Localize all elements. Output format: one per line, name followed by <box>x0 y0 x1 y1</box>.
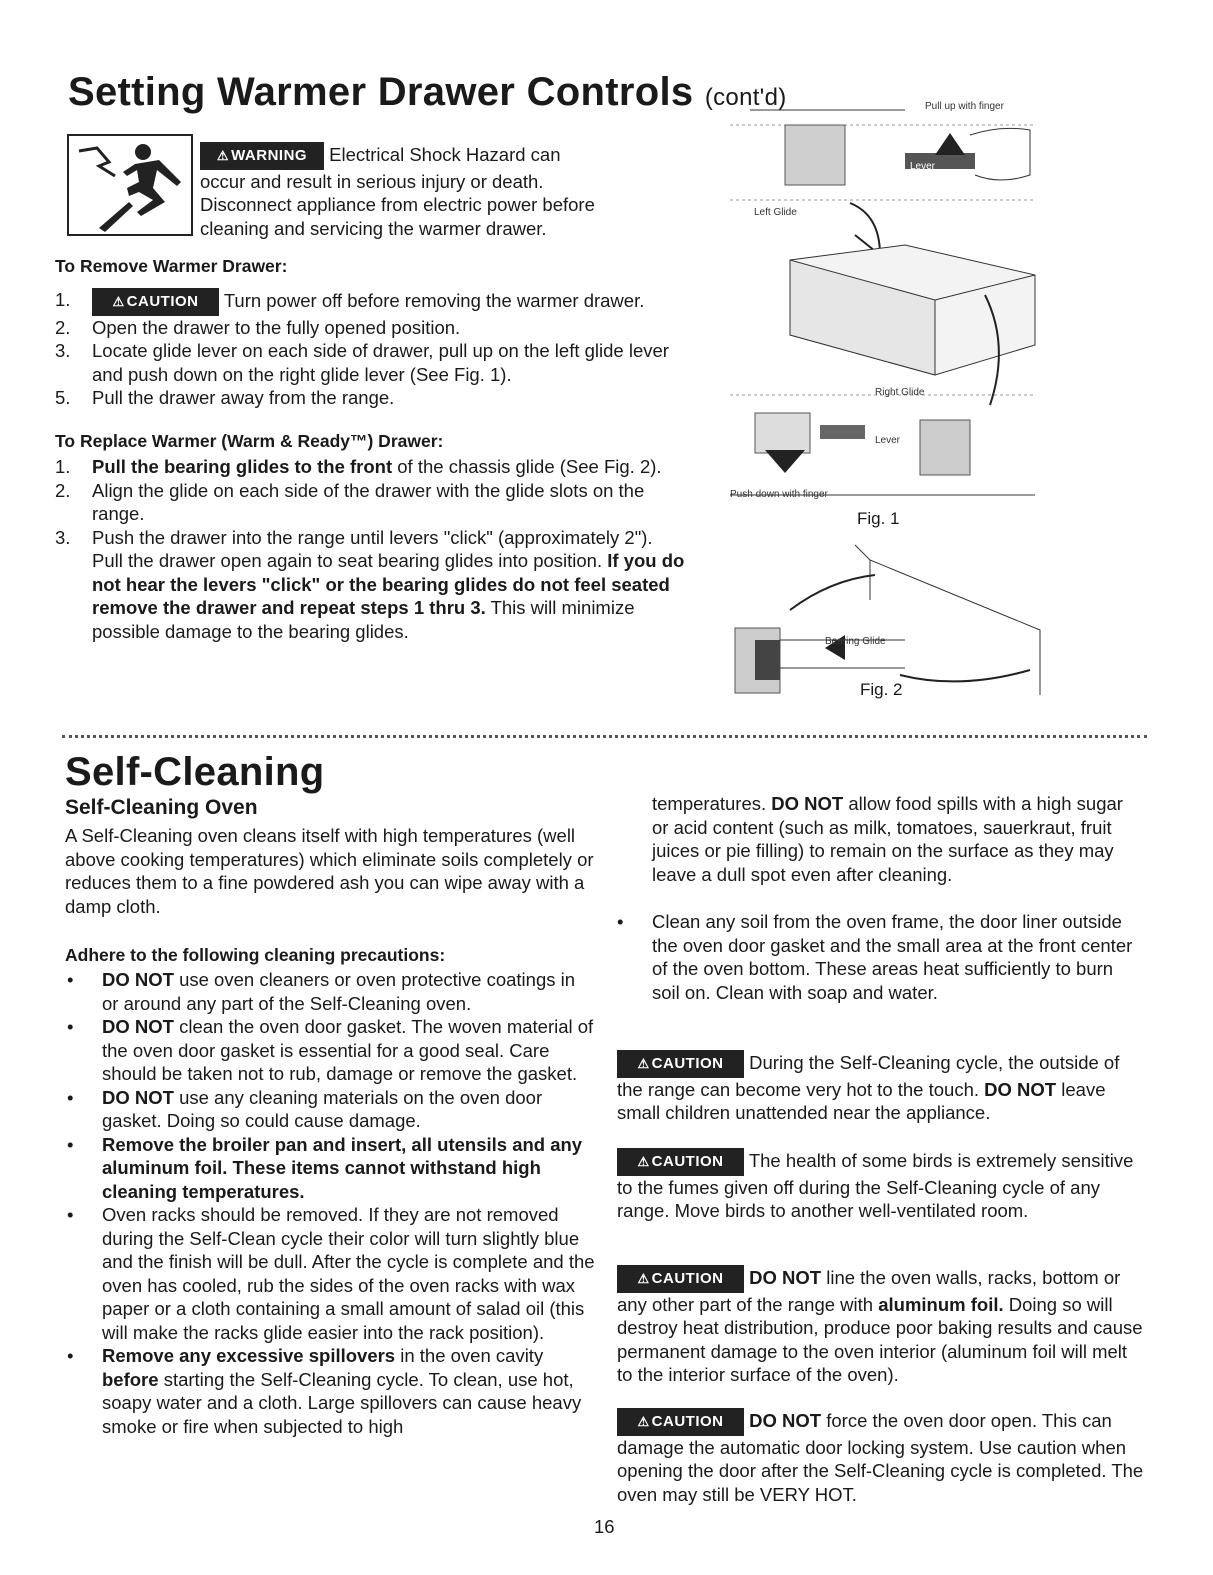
replace-heading: To Replace Warmer (Warm & Ready™) Drawer: <box>55 431 444 451</box>
caution-badge: ⚠ CAUTION <box>92 288 219 316</box>
list-item: • Clean any soil from the oven frame, the door liner outside the oven door gasket and the small area at the front center of the oven bottom. These areas heat sufficiently to burn soil on. Clean with soap and water. <box>615 910 1140 1004</box>
list-item: • DO NOT use any cleaning materials on the oven door gasket. Doing so could cause damage. <box>65 1086 595 1133</box>
list-item: • DO NOT use oven cleaners or oven protective coatings in or around any part of the Self-Cleaning oven. <box>65 968 595 1015</box>
page-number: 16 <box>594 1516 615 1537</box>
caution-door: ⚠ CAUTION DO NOT force the oven door open. This can damage the automatic door locking system. Use caution when opening the door after the Self-Cleaning cycle is completed. The oven may still be VERY HOT. <box>617 1410 1144 1505</box>
caution-badge: ⚠ CAUTION <box>617 1265 744 1293</box>
caution-hot: ⚠ CAUTION During the Self-Cleaning cycle, the outside of the range can become very hot to the touch. DO NOT leave small children unattended near the appliance. <box>617 1052 1120 1123</box>
list-item: 3. Locate glide lever on each side of drawer, pull up on the left glide lever and push down on the right glide lever (See Fig. 1). <box>55 340 669 385</box>
list-item: • Oven racks should be removed. If they are not removed during the Self-Clean cycle their color will turn slightly blue and the finish will be dull. After the cycle is complete and the oven has cooled, rub the sides of the oven racks with wax paper or a cloth containing a small amount of salad oil (this will make the racks glide easier into the rack position). <box>65 1203 595 1344</box>
page-title <box>68 70 787 115</box>
remove-heading: To Remove Warmer Drawer: <box>55 256 288 276</box>
section-title: Self-Cleaning <box>65 750 325 794</box>
fig1-caption: Fig. 1 <box>857 509 900 528</box>
precautions-heading: Adhere to the following cleaning precautions: <box>65 945 446 965</box>
remove-steps <box>55 288 675 410</box>
title-suffix: (cont'd) <box>704 84 787 111</box>
title-main: Setting Warmer Drawer Controls <box>68 70 694 114</box>
section-divider <box>62 735 1147 738</box>
label-bearing-glide: Bearing Glide <box>825 636 886 647</box>
list-item: 1. ⚠ CAUTION Turn power off before removing the warmer drawer. <box>55 288 675 316</box>
list-item: 1. Pull the bearing glides to the front of the chassis glide (See Fig. 2). <box>55 456 662 477</box>
oven-heading: Self-Cleaning Oven <box>65 796 258 819</box>
figure-2 <box>730 540 1060 705</box>
label-push-down: Push down with finger <box>730 489 828 500</box>
list-item: 2. Align the glide on each side of the drawer with the glide slots on the range. <box>55 479 645 524</box>
list-item: 2. Open the drawer to the fully opened position. <box>55 316 461 338</box>
shock-hazard-icon <box>67 134 193 236</box>
right-continuation <box>652 792 1142 886</box>
label-lever: Lever <box>910 161 936 172</box>
caution-foil: ⚠ CAUTION DO NOT line the oven walls, racks, bottom or any other part of the range with aluminum foil. Doing so will destroy heat distribution, produce poor baking results and cause permanent damage to the oven interior (aluminum foil will melt to the interior surface of the oven). <box>617 1267 1143 1385</box>
warning-badge: ⚠ WARNING <box>200 142 324 170</box>
list-item: 5. Pull the drawer away from the range. <box>55 387 395 408</box>
precautions-list <box>65 968 595 1438</box>
caution-birds: ⚠ CAUTION The health of some birds is extremely sensitive to the fumes given off during the Self-Cleaning cycle of any range. Move birds to another well-ventilated room. <box>617 1150 1134 1221</box>
list-item: • Remove the broiler pan and insert, all utensils and any aluminum foil. These items cannot withstand high cleaning temperatures. <box>65 1133 595 1204</box>
caution-badge: ⚠ CAUTION <box>617 1408 744 1436</box>
intro-text: A Self-Cleaning oven cleans itself with high temperatures (well above cooking temperatures) which eliminate soils completely or reduces them to a fine powdered ash you can wipe away with a damp cloth. <box>65 825 594 917</box>
list-item: • DO NOT clean the oven door gasket. The woven material of the oven door gasket is essential for a good seal. Care should be taken not to rub, damage or remove the gasket. <box>65 1015 595 1086</box>
label-right-glide: Right Glide <box>875 387 925 398</box>
warning-text: ⚠ WARNING Electrical Shock Hazard can occur and result in serious injury or death. Disconnect appliance from electric power before cleaning and servicing the warmer drawer. <box>200 144 595 239</box>
replace-steps <box>55 455 685 643</box>
caution-badge: ⚠ CAUTION <box>617 1148 744 1176</box>
list-item: • Remove any excessive spillovers in the oven cavity before starting the Self-Cleaning cycle. To clean, use hot, soapy water and a cloth. Large spillovers can cause heavy smoke or fire when subjected to high <box>65 1344 595 1438</box>
label-lever-2: Lever <box>875 435 901 446</box>
label-pull-up: Pull up with finger <box>925 101 1004 112</box>
caution-badge: ⚠ CAUTION <box>617 1050 744 1078</box>
continued-bullet: temperatures. DO NOT allow food spills with a high sugar or acid content (such as milk, tomatoes, sauerkraut, fruit juices or pie filling) to remain on the surface as they may leave a dull spot even after cleaning. <box>652 793 1123 885</box>
fig2-caption: Fig. 2 <box>860 680 903 699</box>
right-bullet-list <box>615 910 1140 1004</box>
label-left-glide: Left Glide <box>754 207 797 218</box>
figure-1 <box>730 95 1050 535</box>
list-item: 3. Push the drawer into the range until levers "click" (approximately 2"). Pull the drawer open again to seat bearing glides into position. If you do not hear the levers "click" or the bearing glides do not feel seated remove the drawer and repeat steps 1 thru 3. This will minimize possible damage to the bearing glides. <box>55 526 685 642</box>
